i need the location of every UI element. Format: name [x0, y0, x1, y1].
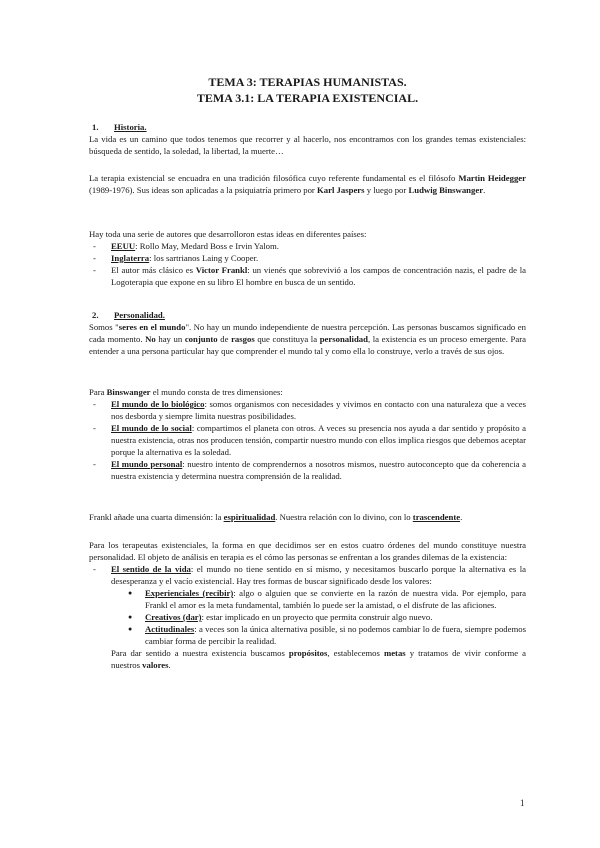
list-item: - El autor más clásico es Victor Frankl: un vienés que sobrevivió a los campos de concentración nazis, el padre de la Logoterapia que expone en su libro El hombre en busca de un sentido. [89, 264, 526, 288]
dilemmas-block: Para los terapeutas existenciales, la forma en que decidimos ser en estos cuatro órdenes del mundo constituye nuestra personalidad. El objeto de análisis en terapia es el cómo las personas se enfrentan a los grandes dilemas de la existencia: - El sentido de la vida: el mundo no tiene sentido en sí mismo, y necesitamos buscarlo porque la alternativa es la desesperanza y el vacío existencial. Hay tres formas de buscar significado desde los valores: ● Experienciales (recibir): algo o alguien que se convierte en la razón de nuestra vida. Por ejemplo, para Frankl el amor es la meta fundamental, también lo puede ser la amistad, o el disfrute de las aficiones. ● Creativos (dar): estar implicado en un proyecto que permita construir algo nuevo. ● Actitudinales: a veces son la única alternativa posible, si no podemos cambiar lo de fuera, siempre podemos cambiar forma de percibir la realidad. Para dar sentido a nuestra existencia buscamos propósitos, establecemos metas y tratamos de vivir conforme a nuestros valores. [89, 539, 526, 671]
list-item: ● Actitudinales: a veces son la única alternativa posible, si no podemos cambiar lo de fuera, siempre podemos cambiar forma de percibir la realidad. [123, 623, 526, 647]
dimensions-block: Para Binswanger el mundo consta de tres dimensiones: - El mundo de lo biológico: somos organismos con necesidades y vivimos en contacto con una naturaleza que a veces nos desborda y siempre limita nuestras posibilidades. - El mundo de lo social: compartimos el planeta con otros. A veces su presencia nos ayuda a dar sentido y propósito a nuestra existencia, otras nos producen tensión, compartir nuestro mundo con ellos implica riesgos que debemos aceptar porque la alternativa es la soledad. - El mundo personal: nuestro intento de comprendernos a nosotros mismos, nuestro autoconcepto que da coherencia a nuestra existencia y determina nuestra comprensión de la realidad. [89, 386, 526, 482]
authors-block: Hay toda una serie de autores que desarrolloron estas ideas en diferentes países: - EEUU: Rollo May, Medard Boss e Irvin Yalom. - Inglaterra: los sartrianos Laing y Cooper. - El autor más clásico es Victor Frankl: un vienés que sobrevivió a los campos de concentración nazis, el padre de la Logoterapia que expone en su libro El hombre en busca de un sentido. [89, 228, 526, 288]
main-title: TEMA 3: TERAPIAS HUMANISTAS. [208, 75, 407, 89]
authors-list [89, 240, 526, 288]
list-item: - El sentido de la vida: el mundo no tiene sentido en sí mismo, y necesitamos buscarlo porque la alternativa es la desesperanza y el vacío existencial. Hay tres formas de buscar significado desde los valores: ● Experienciales (recibir): algo o alguien que se convierte en la razón de nuestra vida. Por ejemplo, para Frankl el amor es la meta fundamental, también lo puede ser la amistad, o el disfrute de las aficiones. ● Creativos (dar): estar implicado en un proyecto que permita construir algo nuevo. ● Actitudinales: a veces son la única alternativa posible, si no podemos cambiar lo de fuera, siempre podemos cambiar forma de percibir la realidad. Para dar sentido a nuestra existencia buscamos propósitos, establecemos metas y tratamos de vivir conforme a nuestros valores. [89, 563, 526, 671]
list-item: - El mundo de lo biológico: somos organismos con necesidades y vivimos en contacto con una naturaleza que a veces nos desborda y siempre limita nuestras posibilidades. [89, 398, 526, 422]
list-item: ● Experienciales (recibir): algo o alguien que se convierte en la razón de nuestra vida. Por ejemplo, para Frankl el amor es la meta fundamental, también lo puede ser la amistad, o el disfrute de las aficiones. [123, 587, 526, 611]
paragraph-heidegger: La terapia existencial se encuadra en una tradición filosófica cuyo referente fundamental es el filósofo Martin Heidegger (1989-1976). Sus ideas son aplicadas a la psiquiatría primero por Karl Jaspers y luego por Ludwig Binswanger. [89, 173, 527, 195]
list-item: ● Creativos (dar): estar implicado en un proyecto que permita construir algo nuevo. [123, 611, 526, 623]
paragraph: Para dar sentido a nuestra existencia buscamos propósitos, establecemos metas y tratamos de vivir conforme a nuestros valores. [111, 648, 526, 670]
page-number: 1 [520, 798, 525, 808]
section-personalidad [89, 309, 526, 357]
paragraph: La vida es un camino que todos tenemos que recorrer y al hacerlo, nos encontramos con los grandes temas existenciales: búsqueda de sentido, la soledad, la libertad, la muerte… [89, 134, 526, 156]
section-historia [89, 121, 526, 157]
list-item: - El mundo personal: nuestro intento de comprendernos a nosotros mismos, nuestro autoconcepto que da coherencia a nuestra existencia y determina nuestra comprensión de la realidad. [89, 458, 526, 482]
values-list [123, 587, 526, 647]
list-item: - EEUU: Rollo May, Medard Boss e Irvin Yalom. [89, 240, 526, 252]
section-heading: 2. Personalidad. [92, 310, 165, 320]
paragraph: Somos "seres en el mundo". No hay un mundo independiente de nuestra percepción. Las personas buscamos significado en cada momento. No hay un conjunto de rasgos que constituya la personalidad, la existencia es un proceso emergente. Para entender a una persona particular hay que comprender el mundo tal y como ella lo construye, verlo a través de sus ojos. [89, 322, 526, 356]
title-block [89, 74, 526, 106]
list-item: - Inglaterra: los sartrianos Laing y Cooper. [89, 252, 526, 264]
list-item: - El mundo de lo social: compartimos el planeta con otros. A veces su presencia nos ayuda a dar sentido y propósito a nuestra existencia, otras nos producen tensión, compartir nuestro mundo con ellos implica riesgos que debemos aceptar porque la alternativa es la soledad. [89, 422, 526, 458]
dimensions-list [89, 398, 526, 482]
paragraph-frankl: Frankl añade una cuarta dimensión: la espiritualidad. Nuestra relación con lo divino, con lo trascendente. [89, 512, 463, 522]
section-heading: 1. Historia. [92, 122, 147, 132]
dilemmas-list [89, 563, 526, 671]
sub-title: TEMA 3.1: LA TERAPIA EXISTENCIAL. [196, 91, 419, 105]
